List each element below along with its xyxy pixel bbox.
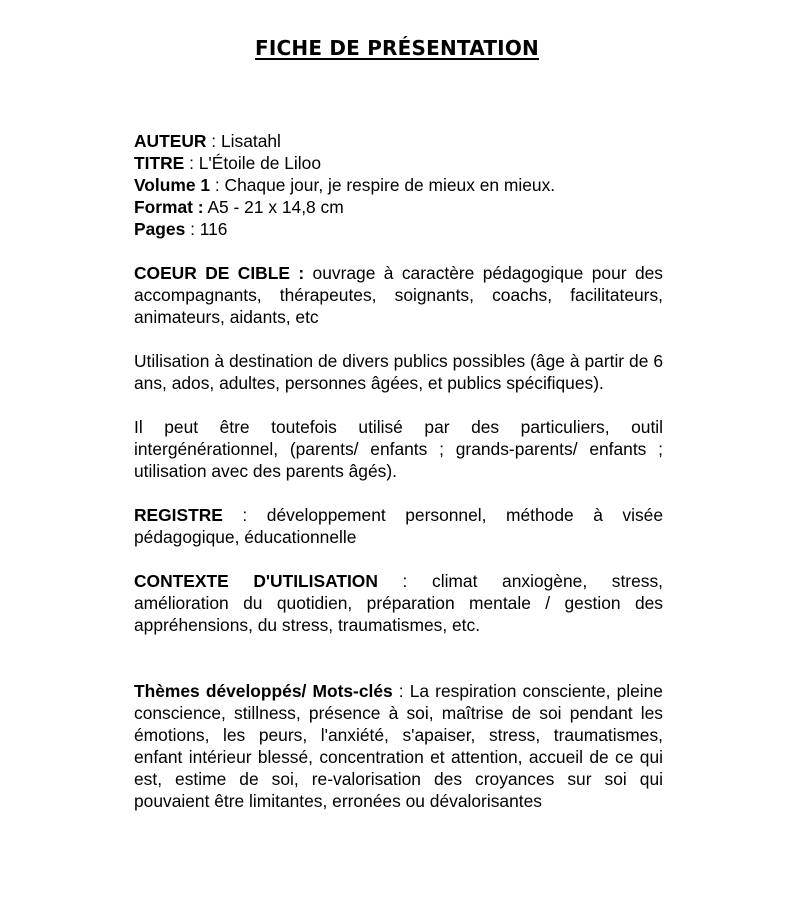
register-paragraph [134, 504, 663, 548]
document-body [134, 130, 663, 812]
spacer [134, 636, 663, 680]
target-audience-label: COEUR DE CIBLE : [134, 263, 305, 283]
author-line [134, 130, 663, 152]
page-title: FICHE DE PRÉSENTATION [255, 36, 539, 60]
individuals-paragraph: Il peut être toutefois utilisé par des particuliers, outil intergénérationnel, (parents/ enfants ; grands-parents/ enfants ; utilisation avec des parents âgés). [134, 417, 663, 481]
context-label: CONTEXTE D'UTILISATION [134, 571, 378, 591]
pages-line [134, 218, 663, 240]
target-audience-paragraph [134, 262, 663, 328]
pages-value: : 116 [185, 219, 228, 239]
format-label: Format : [134, 197, 204, 217]
spacer [134, 394, 663, 416]
title-value: : L'Étoile de Liloo [184, 153, 321, 173]
context-text: : climat anxiogène, stress, amélioration du quotidien, préparation mentale / gestion des appréhensions, du stress, traumatismes, etc. [134, 571, 663, 635]
volume-line [134, 174, 663, 196]
themes-text: : La respiration consciente, pleine conscience, stillness, présence à soi, maîtrise de soi pendant les émotions, les peurs, l'anxiété, s'apaiser, stress, traumatismes, enfant intérieur blessé, concentration et attention, accueil de ce qui est, estime de soi, re-valorisation des croyances sur soi qui pouvaient être limitantes, erronées ou dévalorisantes [134, 681, 663, 811]
context-paragraph [134, 570, 663, 636]
format-value: A5 - 21 x 14,8 cm [203, 197, 344, 217]
author-label: AUTEUR [134, 131, 207, 151]
spacer [134, 482, 663, 504]
author-value: : Lisatahl [206, 131, 281, 151]
themes-label: Thèmes développés/ Mots-clés [134, 681, 393, 701]
register-text: : développement personnel, méthode à visée pédagogique, éducationnelle [134, 505, 663, 547]
themes-paragraph [134, 680, 663, 812]
spacer [134, 548, 663, 570]
target-audience-text: ouvrage à caractère pédagogique pour des accompagnants, thérapeutes, soignants, coachs, facilitateurs, animateurs, aidants, etc [134, 263, 663, 327]
spacer [134, 240, 663, 262]
usage-paragraph: Utilisation à destination de divers publics possibles (âge à partir de 6 ans, ados, adultes, personnes âgées, et publics spécifiques). [134, 351, 663, 393]
pages-label: Pages [134, 219, 186, 239]
volume-label: Volume 1 [134, 175, 211, 195]
volume-value: : Chaque jour, je respire de mieux en mieux. [210, 175, 556, 195]
title-line [134, 152, 663, 174]
spacer [134, 328, 663, 350]
title-label: TITRE [134, 153, 185, 173]
register-label: REGISTRE [134, 505, 223, 525]
format-line [134, 196, 663, 218]
